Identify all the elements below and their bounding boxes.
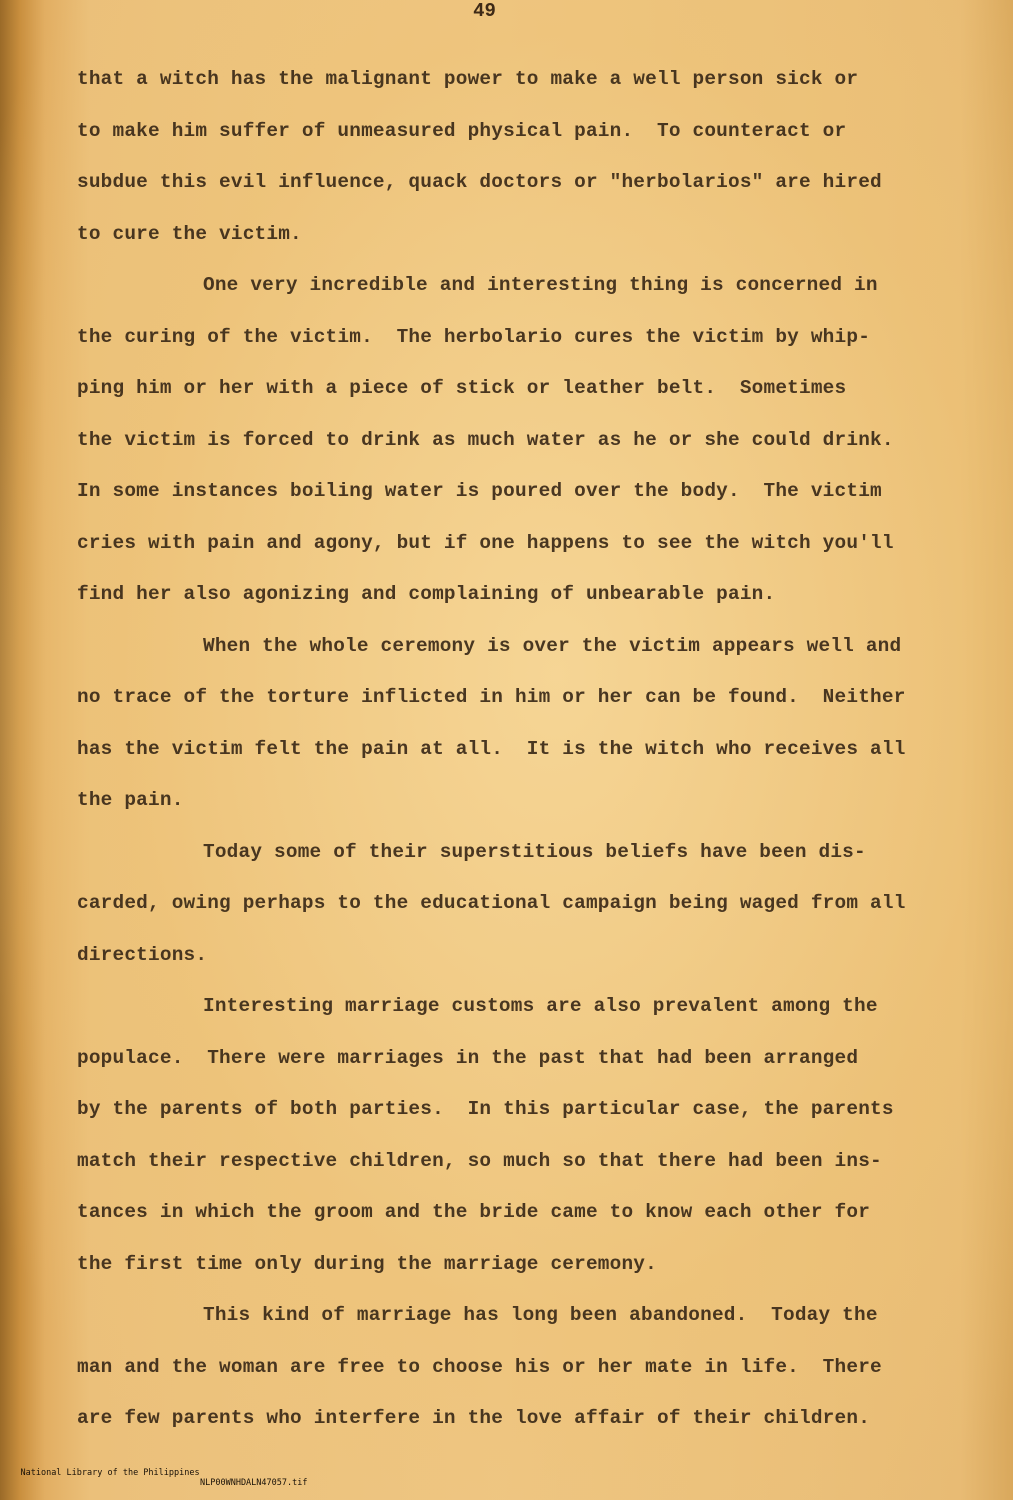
text-line: subdue this evil influence, quack doctors or "herbolarios" are hired bbox=[77, 171, 882, 193]
text-line: In some instances boiling water is poured over the body. The victim bbox=[77, 480, 882, 502]
body-text bbox=[77, 54, 977, 1445]
text-line: find her also agonizing and complaining of unbearable pain. bbox=[77, 583, 776, 605]
text-line: that a witch has the malignant power to make a well person sick or bbox=[77, 68, 859, 90]
text-line: no trace of the torture inflicted in him or her can be found. Neither bbox=[77, 686, 906, 708]
footer-source: National Library of the Philippines bbox=[20, 1468, 200, 1478]
text-line: This kind of marriage has long been abandoned. Today the bbox=[203, 1304, 878, 1326]
text-line: man and the woman are free to choose his or her mate in life. There bbox=[77, 1355, 882, 1378]
footer-filename: NLP00WNHDALN47057.tif bbox=[200, 1478, 308, 1488]
text-line: directions. bbox=[77, 943, 208, 966]
text-line: has the victim felt the pain at all. It is the witch who receives all bbox=[77, 737, 906, 760]
text-line: the victim is forced to drink as much water as he or she could drink. bbox=[77, 428, 894, 451]
text-line: Interesting marriage customs are also prevalent among the bbox=[203, 995, 878, 1017]
text-line: ping him or her with a piece of stick or leather belt. Sometimes bbox=[77, 377, 847, 399]
text-line: to make him suffer of unmeasured physical pain. To counteract or bbox=[77, 119, 847, 142]
text-line: Today some of their superstitious beliefs have been dis- bbox=[203, 840, 866, 863]
text-line: are few parents who interfere in the love affair of their children. bbox=[77, 1407, 871, 1429]
text-line: by the parents of both parties. In this particular case, the parents bbox=[77, 1098, 894, 1120]
text-line: populace. There were marriages in the past that had been arranged bbox=[77, 1046, 859, 1069]
text-line: the curing of the victim. The herbolario cures the victim by whip- bbox=[77, 325, 871, 348]
scan-footer bbox=[0, 1458, 1013, 1498]
text-line: the first time only during the marriage ceremony. bbox=[77, 1252, 657, 1275]
page-number: 49 bbox=[473, 0, 496, 22]
text-line: carded, owing perhaps to the educational campaign being waged from all bbox=[77, 892, 906, 914]
text-line: the pain. bbox=[77, 789, 184, 811]
text-line: tances in which the groom and the bride came to know each other for bbox=[77, 1201, 871, 1223]
text-line: One very incredible and interesting thing is concerned in bbox=[203, 274, 878, 296]
text-line: match their respective children, so much so that there had been ins- bbox=[77, 1149, 882, 1172]
text-line: When the whole ceremony is over the victim appears well and bbox=[203, 634, 902, 657]
text-line: to cure the victim. bbox=[77, 222, 302, 245]
text-line: cries with pain and agony, but if one happens to see the witch you'll bbox=[77, 531, 894, 554]
